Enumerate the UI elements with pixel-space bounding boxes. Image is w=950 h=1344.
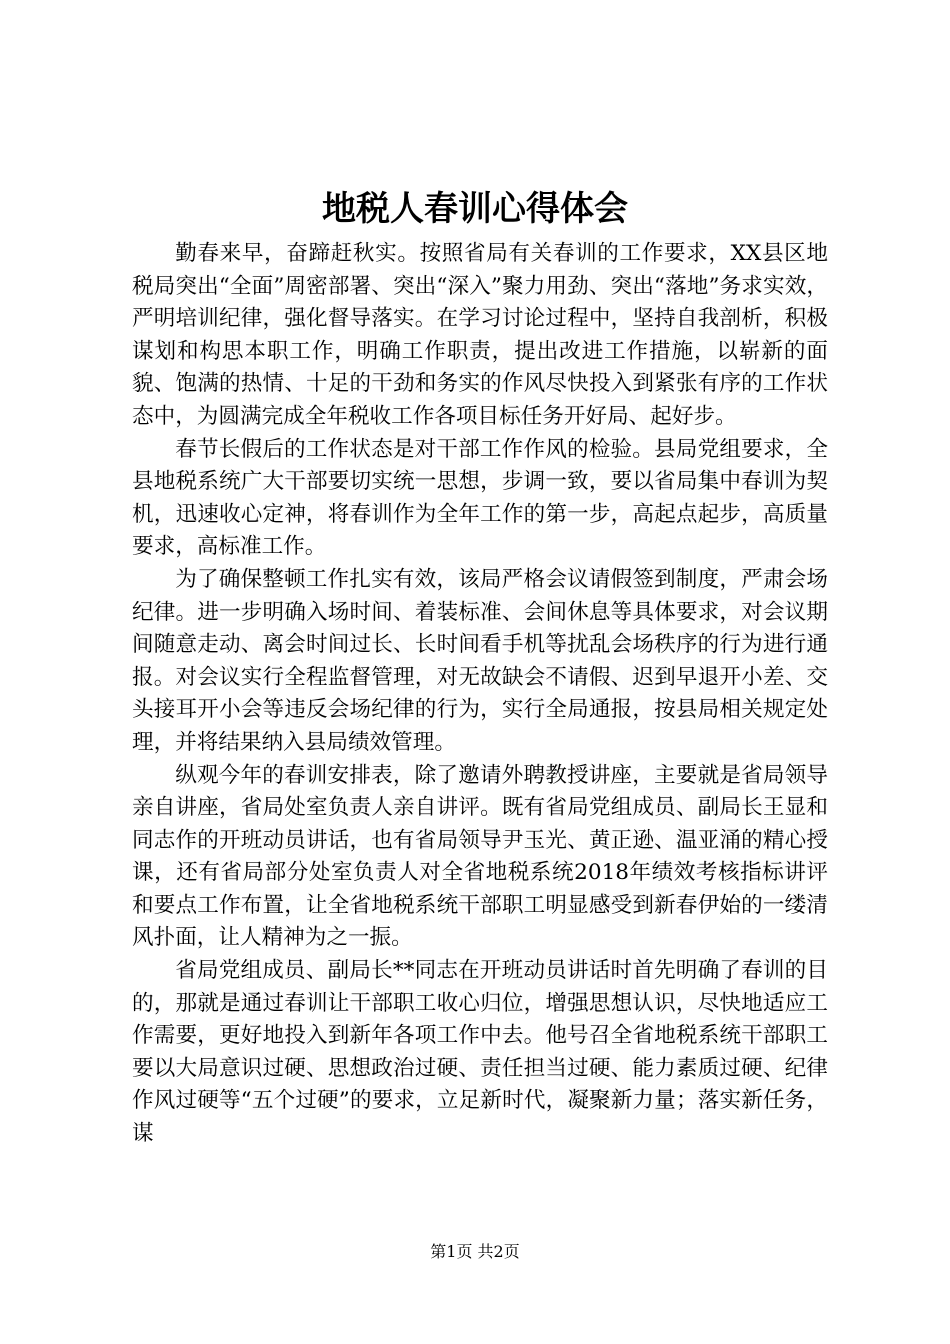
document-title: 地税人春训心得体会 bbox=[322, 189, 628, 229]
page-number-footer: 第1页 共2页 bbox=[430, 1242, 520, 1261]
paragraph-4: 纵观今年的春训安排表，除了邀请外聘教授讲座，主要就是省局领导亲自讲座，省局处室负责人亲自讲评。既有省局党组成员、副局长王显和同志作的开班动员讲话，也有省局领导尹玉光、黄正逊、温亚涌的精心授课，还有省局部分处室负责人对全省地税系统2018年绩效考核指标讲评和要点工作布置，让全省地税系统干部职工明显感受到新春伊始的一缕清风扑面，让人精神为之一振。 bbox=[132, 762, 828, 951]
paragraph-1: 勤春来早，奋蹄赶秋实。按照省局有关春训的工作要求，XX县区地税局突出“全面”周密部署、突出“深入”聚力用劲、突出“落地”务求实效，严明培训纪律，强化督导落实。在学习讨论过程中，坚持自我剖析，积极谋划和构思本职工作，明确工作职责，提出改进工作措施，以崭新的面貌、饱满的热情、十足的干劲和务实的作风尽快投入到紧张有序的工作状态中，为圆满完成全年税收工作各项目标任务开好局、起好步。 bbox=[132, 241, 828, 429]
paragraph-3: 为了确保整顿工作扎实有效，该局严格会议请假签到制度，严肃会场纪律。进一步明确入场时间、着装标准、会间休息等具体要求，对会议期间随意走动、离会时间过长、长时间看手机等扰乱会场秩序的行为进行通报。对会议实行全程监督管理，对无故缺会不请假、迟到早退开小差、交头接耳开小会等违反会场纪律的行为，实行全局通报，按县局相关规定处理，并将结果纳入县局绩效管理。 bbox=[132, 566, 828, 755]
document-body bbox=[132, 238, 828, 1151]
paragraph-5: 省局党组成员、副局长**同志在开班动员讲话时首先明确了春训的目的，那就是通过春训让干部职工收心归位，增强思想认识，尽快地适应工作需要，更好地投入到新年各项工作中去。他号召全省地税系统干部职工要以大局意识过硬、思想政治过硬、责任担当过硬、能力素质过硬、纪律作风过硬等“五个过硬”的要求，立足新时代，凝聚新力量；落实新任务，谋 bbox=[132, 958, 828, 1147]
paragraph-2: 春节长假后的工作状态是对干部工作作风的检验。县局党组要求，全县地税系统广大干部要切实统一思想，步调一致，要以省局集中春训为契机，迅速收心定神，将春训作为全年工作的第一步，高起点起步，高质量要求，高标准工作。 bbox=[132, 436, 828, 560]
